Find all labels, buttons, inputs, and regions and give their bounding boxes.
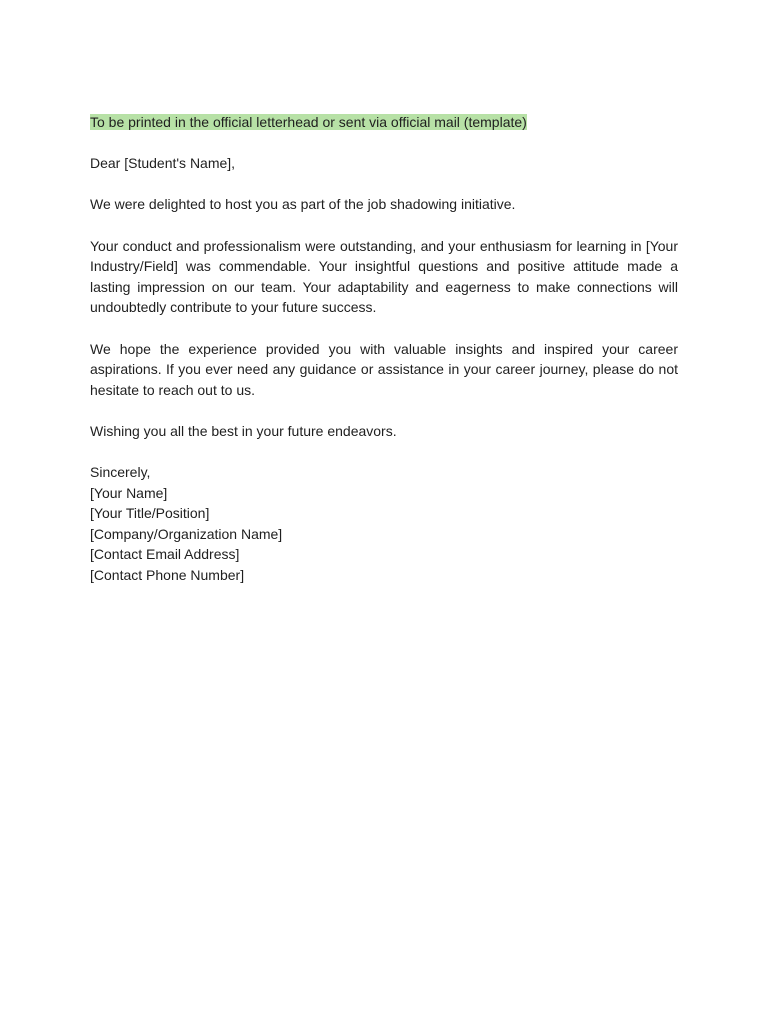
letter-body [90,112,678,586]
signature-phone: [Contact Phone Number] [90,567,245,584]
signature-email: [Contact Email Address] [90,546,240,563]
signature-block [90,462,678,586]
salutation: Dear [Student's Name], [90,155,236,172]
closing: Sincerely, [90,464,151,481]
paragraph-hope: We hope the experience provided you with valuable insights and inspired your career aspirations. If you ever need any guidance or assistance in your career journey, please do not hesitate to reach out to us. [90,340,678,398]
paragraph-conduct: Your conduct and professionalism were outstanding, and your enthusiasm for learning in [Your Industry/Field] was commendable. Your insightful questions and positive attitude made a lasting impression on our team. Your adaptability and eagerness to make connections will undoubtedly contribute to your future success. [90,237,678,316]
paragraph-wishes: Wishing you all the best in your future endeavors. [90,422,397,439]
signature-title: [Your Title/Position] [90,505,210,522]
signature-name: [Your Name] [90,484,168,501]
template-note-highlight: To be printed in the official letterhead or sent via official mail (template) [90,114,527,130]
paragraph-intro: We were delighted to host you as part of the job shadowing initiative. [90,196,516,213]
signature-organization: [Company/Organization Name] [90,525,283,542]
template-note [90,112,678,133]
